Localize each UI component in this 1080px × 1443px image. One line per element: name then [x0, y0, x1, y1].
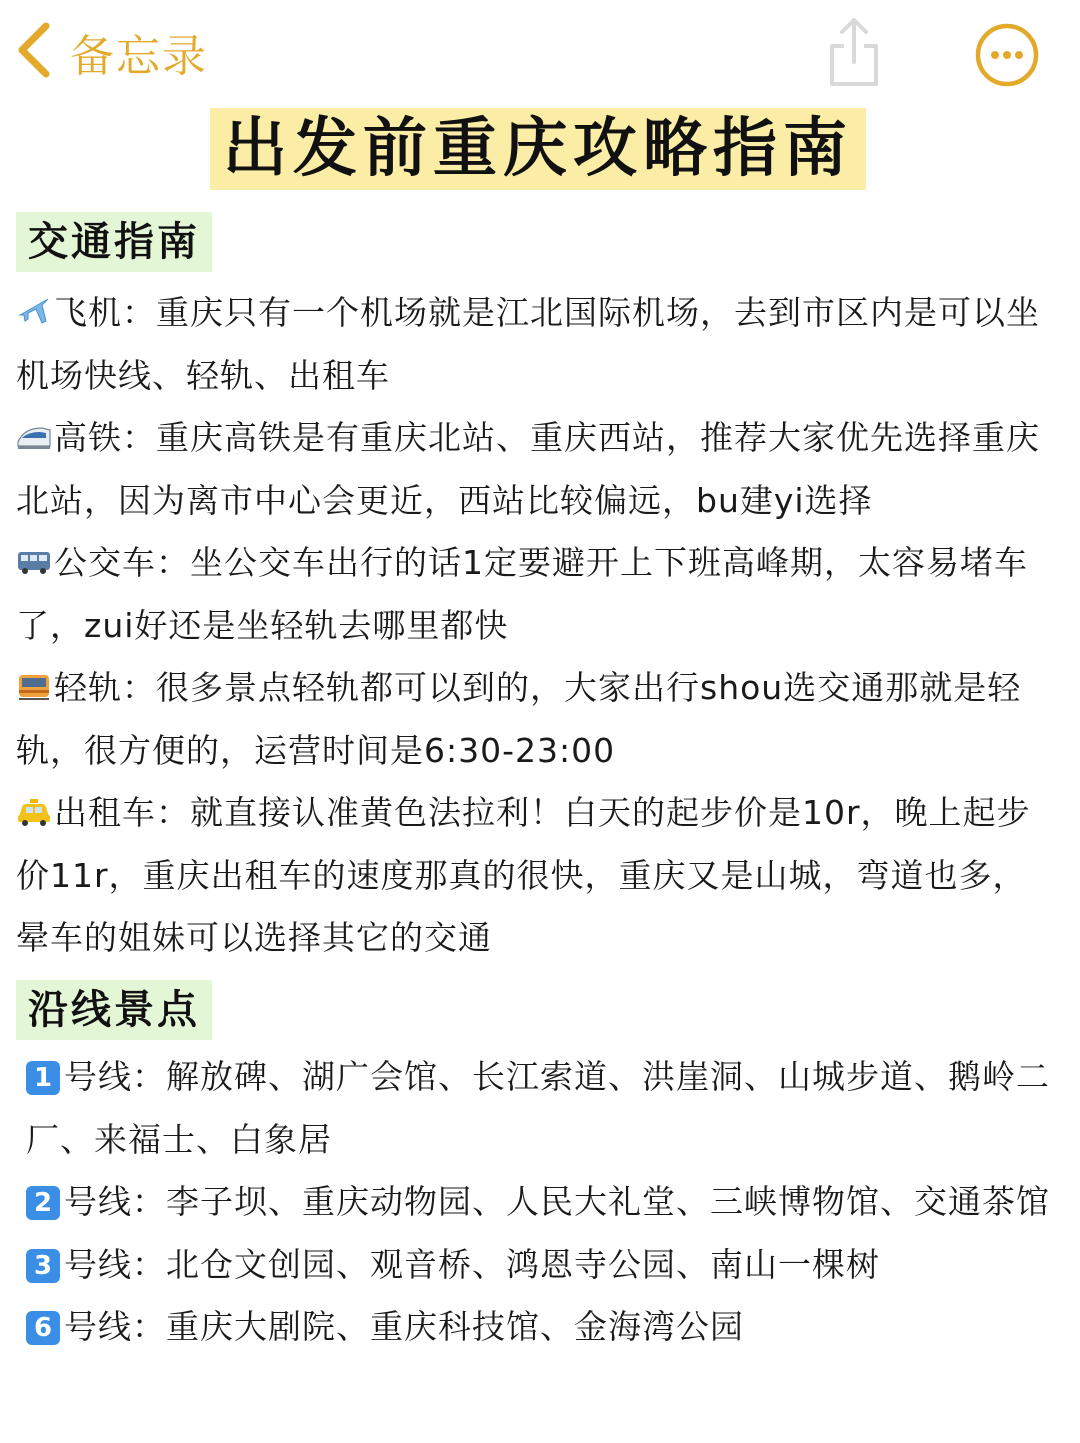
share-icon [824, 16, 884, 88]
top-nav-bar [0, 0, 1080, 105]
spots-heading: 沿线景点 [16, 980, 212, 1040]
page-title: 出发前重庆攻略指南 [223, 112, 853, 186]
transport-item-bullet-train [16, 407, 1056, 532]
back-button[interactable] [12, 20, 208, 84]
taxi-icon [16, 793, 52, 829]
light-rail-icon [16, 668, 52, 704]
back-label: 备忘录 [70, 31, 208, 82]
line-number-badge: 6 [26, 1311, 60, 1345]
transport-item-taxi [16, 782, 1056, 970]
spot-item-line-6 [26, 1296, 1066, 1359]
spot-item-line-3 [26, 1234, 1066, 1297]
transport-list [16, 282, 1056, 970]
spot-text: 号线：重庆大剧院、重庆科技馆、金海湾公园 [64, 1307, 744, 1346]
transport-item-light-rail [16, 657, 1056, 782]
chevron-left-icon [12, 20, 56, 84]
transport-text: 高铁：重庆高铁是有重庆北站、重庆西站，推荐大家优先选择重庆北站，因为离市中心会更近，西站比较偏远，bu建yi选择 [16, 418, 1040, 520]
bus-icon [16, 543, 52, 579]
line-number-badge: 2 [26, 1186, 60, 1220]
more-button[interactable] [974, 22, 1040, 88]
bullet-train-icon [16, 418, 52, 454]
line-number-badge: 3 [26, 1249, 60, 1283]
transport-text: 轻轨：很多景点轻轨都可以到的，大家出行shou选交通那就是轻轨，很方便的，运营时间是6:30-23:00 [16, 668, 1022, 770]
spot-item-line-1 [26, 1046, 1066, 1171]
transport-text: 公交车：坐公交车出行的话1定要避开上下班高峰期，太容易堵车了，zui好还是坐轻轨去哪里都快 [16, 543, 1028, 645]
spot-text: 号线：李子坝、重庆动物园、人民大礼堂、三峡博物馆、交通茶馆 [64, 1182, 1050, 1221]
transport-text: 飞机：重庆只有一个机场就是江北国际机场，去到市区内是可以坐机场快线、轻轨、出租车 [16, 293, 1040, 395]
spot-item-line-2 [26, 1171, 1066, 1234]
spots-list [26, 1046, 1066, 1359]
spot-text: 号线：北仓文创园、观音桥、鸿恩寺公园、南山一棵树 [64, 1244, 880, 1284]
share-button[interactable] [824, 16, 884, 88]
more-icon [974, 22, 1040, 88]
transport-text: 出租车：就直接认准黄色法拉利！白天的起步价是10r，晚上起步价11r，重庆出租车的速度那真的很快，重庆又是山城，弯道也多，晕车的姐妹可以选择其它的交通 [16, 793, 1031, 957]
transport-item-airplane [16, 282, 1056, 407]
transport-item-bus [16, 532, 1056, 657]
spot-text: 号线：解放碑、湖广会馆、长江索道、洪崖洞、山城步道、鹅岭二厂、来福士、白象居 [26, 1057, 1050, 1159]
line-number-badge: 1 [26, 1061, 60, 1095]
transport-heading: 交通指南 [16, 212, 212, 272]
title-highlight [210, 108, 866, 190]
airplane-icon [16, 293, 52, 329]
